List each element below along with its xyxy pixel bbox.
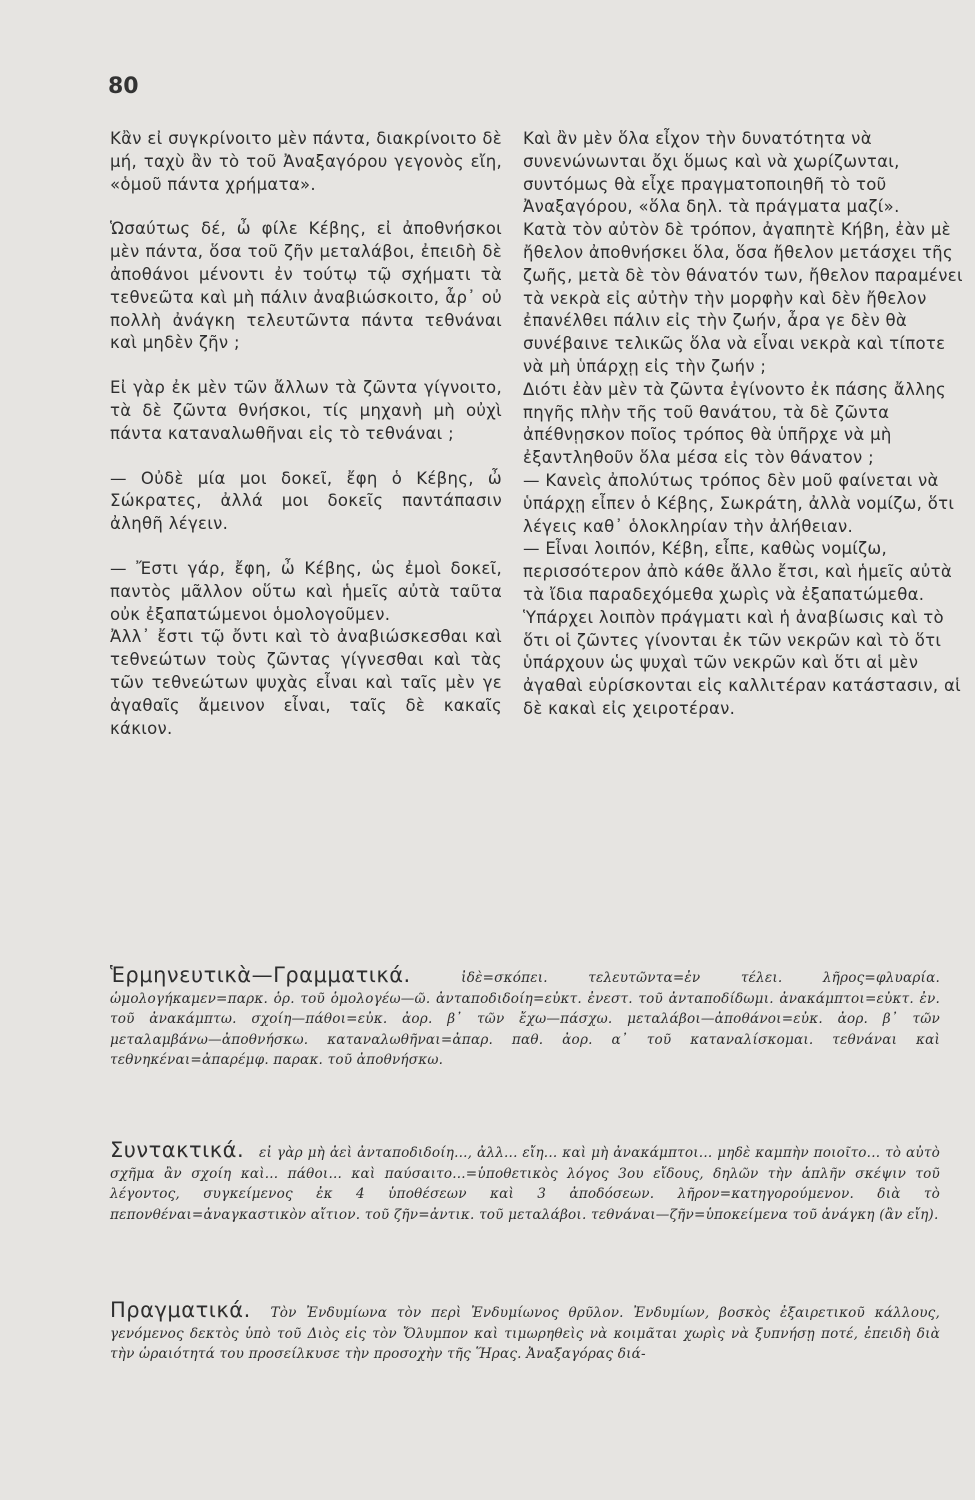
section-heading: Συντακτικά.: [110, 1138, 245, 1162]
paragraph: Ὑπάρχει λοιπὸν πράγματι καὶ ἡ ἀναβίωσις καὶ τὸ ὅτι οἱ ζῶντες γίνονται ἐκ τῶν νεκρῶν καὶ τὸ ὅτι ὑπάρχουν ὡς ψυχαὶ τῶν νεκρῶν καὶ ὅτι αἱ μὲν ἀγαθαὶ εὑρίσκονται εἰς καλλιτέραν κατάστασιν, αἱ δὲ κακαὶ εἰς χειροτέραν.: [523, 607, 962, 718]
hermeneutic-grammar-notes: [110, 965, 940, 1071]
section-heading: Πραγματικά.: [110, 1298, 251, 1322]
notes-text: Τὸν Ἐνδυμίωνα τὸν περὶ Ἐνδυμίωνος θρῦλον. Ἐνδυμίων, βοσκὸς ἐξαιρετικοῦ κάλλους, γενόμενος δεκτὸς ὑπὸ τοῦ Διὸς εἰς τὸν Ὄλυμπον καὶ τιμωρηθεὶς νὰ κοιμᾶται χωρὶς νὰ ξυπνήσῃ ποτέ, ἐπειδὴ διὰ τὴν ὡραιότητά του προσείλκυσε τὴν προσοχὴν τῆς Ἥρας. Ἀναξαγόρας διά-: [110, 1305, 940, 1362]
paragraph: — Εἶναι λοιπόν, Κέβη, εἶπε, καθὼς νομίζω, περισσότερον ἀπὸ κάθε ἄλλο ἔτσι, καὶ ἡμεῖς αὐτὰ τὰ ἴδια παραδεχόμεθα χωρὶς νὰ ἐξαπατώμεθα.: [523, 539, 953, 604]
notes-text: εἰ γὰρ μὴ ἀεὶ ἀνταποδιδοίη..., ἀλλ... εἴη... καὶ μὴ ἀνακάμπτοι... μηδὲ καμπὴν ποιοῖτο... τὸ αὐτὸ σχῆμα ἂν σχοίη καὶ... πάθοι... καὶ παύσαιτο...=ὑποθετικὸς λόγος 3ου εἴδους, δηλῶν τὴν ἁπλῆν σκέψιν τοῦ λέγοντος, συγκείμενος ἐκ 4 ὑποθέσεων καὶ 3 ἀποδόσεων. λῆρον=κατηγορούμενον. διὰ τὸ πεπονθέναι=ἀναγκαστικὸν αἴτιον. τοῦ ζῆν=ἀντικ. τοῦ μεταλάβοι. τεθνάναι—ζῆν=ὑποκείμενα τοῦ ἀνάγκη (ἂν εἴη).: [110, 1145, 940, 1223]
paragraph: — Ἔστι γάρ, ἔφη, ὦ Κέβης, ὡς ἐμοὶ δοκεῖ, παντὸς μᾶλλον οὕτω καὶ ἡμεῖς αὐτὰ ταῦτα οὐκ ἐξαπατώμενοι ὁμολογοῦμεν.: [110, 558, 502, 624]
paragraph: Εἰ γὰρ ἐκ μὲν τῶν ἄλλων τὰ ζῶντα γίγνοιτο, τὰ δὲ ζῶντα θνήσκοι, τίς μηχανὴ μὴ οὐχὶ πάντα καταναλωθῆναι εἰς τὸ τεθνάναι ;: [110, 378, 502, 443]
paragraph: Ὡσαύτως δέ, ὦ φίλε Κέβης, εἰ ἀποθνήσκοι μὲν πάντα, ὅσα τοῦ ζῆν μεταλάβοι, ἐπειδὴ δὲ ἀποθάνοι μένοντι ἐν τούτῳ τῷ σχήματι τὰ τεθνεῶτα καὶ μὴ πάλιν ἀναβιώσκοιτο, ἆρ᾽ οὐ πολλὴ ἀνάγκη τελευτῶντα πάντα τεθνάναι καὶ μηδὲν ζῆν ;: [110, 219, 502, 353]
paragraph: Ἀλλ᾽ ἔστι τῷ ὄντι καὶ τὸ ἀναβιώσκεσθαι καὶ τεθνεώτων τοὺς ζῶντας γίγνεσθαι καὶ τὰς τῶν τεθνεώτων ψυχὰς εἶναι καὶ ταῖς μὲν γε ἀγαθαῖς ἄμεινον εἶναι, ταῖς δὲ κακαῖς κάκιον.: [110, 627, 502, 738]
paragraph: Κατὰ τὸν αὐτὸν δὲ τρόπον, ἀγαπητὲ Κήβη, ἐὰν μὲ ἤθελον ἀποθνήσκει ὅλα, ὅσα ἤθελον μετάσχει τῆς ζωῆς, μετὰ δὲ τὸν θάνατόν των, ἤθελον παραμένει τὰ νεκρὰ εἰς αὐτὴν τὴν μορφὴν καὶ δὲν ἤθελον ἐπανέλθει πάλιν εἰς τὴν ζωήν, ἆρα γε δὲν θὰ συνέβαινε τελικῶς ὅλα νὰ εἶναι νεκρὰ καὶ τίποτε νὰ μὴ ὑπάρχῃ εἰς τὴν ζωήν ;: [523, 220, 963, 376]
notes-text: ἰδὲ=σκόπει. τελευτῶντα=ἐν τέλει. λῆρος=φλυαρία. ὡμολογήκαμεν=παρκ. ὁρ. τοῦ ὁμολογέω—ῶ. ἀνταποδιδοίη=εὐκτ. ἐνεστ. τοῦ ἀνταποδίδωμι. ἀνακάμπτοι=εὐκτ. ἐν. τοῦ ἀνακάμπτω. σχοίη—πάθοι=εὐκ. ἀορ. β᾽ τῶν ἔχω—πάσχω. μεταλάβοι—ἀποθάνοι=εὐκ. ἀορ. β᾽ τῶν μεταλαμβάνω—ἀποθνήσκω. καταναλωθῆναι=ἀπαρ. παθ. ἀορ. α᾽ τοῦ καταναλίσκομαι. τεθνάναι καὶ τεθνηκέναι=ἀπαρέμφ. παρακ. τοῦ ἀποθνήσκω.: [110, 970, 940, 1068]
paragraph: Κἂν εἰ συγκρίνοιτο μὲν πάντα, διακρίνοιτο δὲ μή, ταχὺ ἂν τὸ τοῦ Ἀναξαγόρου γεγονὸς εἴη, «ὁμοῦ πάντα χρήματα».: [110, 129, 502, 194]
paragraph: Καὶ ἂν μὲν ὅλα εἶχον τὴν δυνατότητα νὰ συνενώνωνται ὄχι ὅμως καὶ νὰ χωρίζωνται, συντόμως θὰ εἶχε πραγματοποιηθῆ τὸ τοῦ Ἀναξαγόρου, «ὅλα δηλ. τὰ πράγματα μαζί».: [523, 129, 900, 217]
paragraph: — Οὐδὲ μία μοι δοκεῖ, ἔφη ὁ Κέβης, ὦ Σώκρατες, ἀλλά μοι δοκεῖς παντάπασιν ἀληθῆ λέγειν.: [110, 468, 502, 534]
paragraph: Διότι ἐὰν μὲν τὰ ζῶντα ἐγίνοντο ἐκ πάσης ἄλλης πηγῆς πλὴν τῆς τοῦ θανάτου, τὰ δὲ ζῶντα ἀπέθνῃσκον ποῖος τρόπος θὰ ὑπῆρχε νὰ μὴ ἐξαντληθοῦν ὅλα μέσα εἰς τὸν θάνατον ;: [523, 379, 946, 468]
greek-original-column: [110, 128, 502, 762]
translation-column: [523, 128, 963, 721]
syntax-notes: [110, 1140, 940, 1225]
factual-notes: [110, 1300, 940, 1365]
page-number: 80: [108, 74, 139, 99]
section-heading: Ἑρμηνευτικὰ—Γραμματικά.: [110, 963, 411, 987]
paragraph: — Κανεὶς ἀπολύτως τρόπος δὲν μοῦ φαίνεται νὰ ὑπάρχῃ εἶπεν ὁ Κέβης, Σωκράτη, ἀλλὰ νομίζω, ὅτι λέγεις καθ᾽ ὁλοκληρίαν τὴν ἀλήθειαν.: [523, 470, 955, 536]
